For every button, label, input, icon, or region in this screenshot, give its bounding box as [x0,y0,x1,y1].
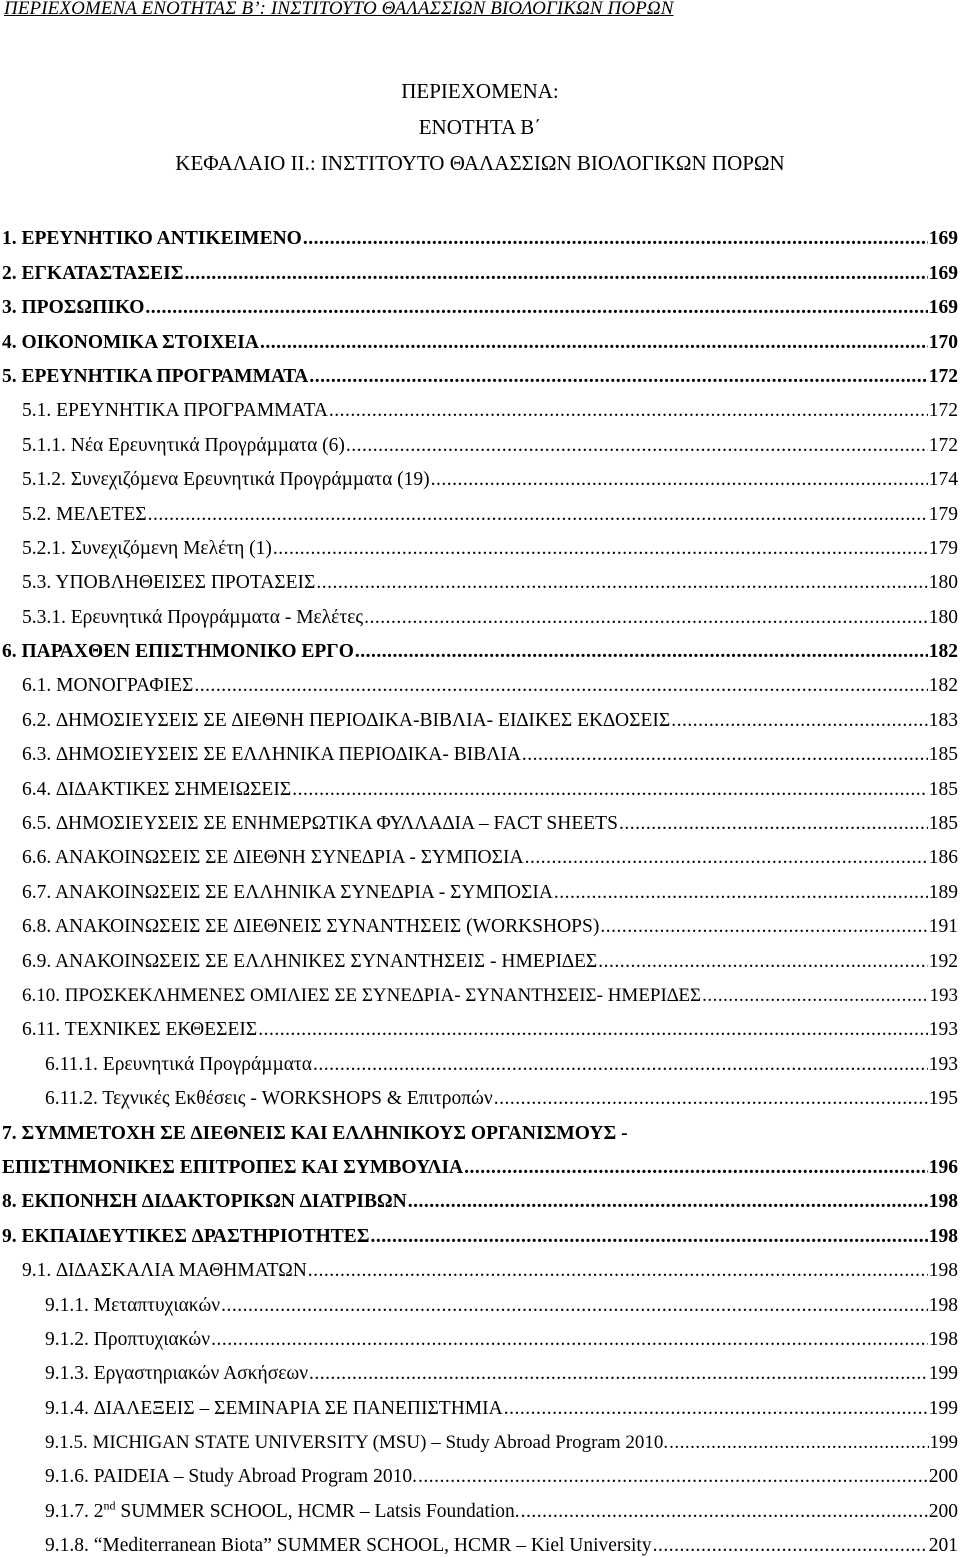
toc-entry[interactable] [0,1007,958,1041]
toc-entry[interactable] [0,1076,958,1110]
toc-entry[interactable] [0,1282,958,1316]
toc-entry-text: 5.1.2. Συνεχιζόµενα Ερευνητικά Προγράµµατα (19) [22,469,430,491]
toc-entry-page: 198 [928,1225,958,1247]
toc-entry-page: 185 [928,744,958,766]
toc-entry-page: 192 [928,950,958,972]
toc-entry-page: 179 [928,537,958,559]
toc-entry-text: 6.10. ΠΡΟΣΚΕΚΛΗΜΕΝΕΣ ΟΜΙΛΙΕΣ ΣΕ ΣΥΝΕ∆ΡΙΑ- ΣΥΝΑΝΤΗΣΕΙΣ- ΗΜΕΡΙ∆ΕΣ [22,984,702,1006]
toc-entry-page: 185 [928,813,958,835]
toc-entry[interactable] [0,732,958,766]
toc-entry-text: 9.1.7. 2nd SUMMER SCHOOL, HCMR – Latsis Foundation. [45,1498,520,1522]
toc-entry-page: 182 [928,641,958,663]
toc-entry-page: 193 [928,1019,958,1041]
toc-entry[interactable] [0,904,958,938]
toc-entry-text: 6.9. ΑΝΑΚΟΙΝΩΣΕΙΣ ΣΕ ΕΛΛΗΝΙΚΕΣ ΣΥΝΑΝΤΗΣΕΙΣ - ΗΜΕΡΙ∆ΕΣ [22,950,598,972]
toc-entry-page: 170 [928,331,958,353]
toc-entry-text: 6.7. ΑΝΑΚΟΙΝΩΣΕΙΣ ΣΕ ΕΛΛΗΝΙΚΑ ΣΥΝΕ∆ΡΙΑ - ΣΥΜΠΟΣΙΑ [22,881,553,903]
toc-entry-text: 5. ΕΡΕΥΝΗΤΙΚΑ ΠΡΟΓΡΑΜΜΑΤΑ [2,365,309,387]
toc-entry-text: 7. ΣΥΜΜΕΤΟΧΗ ΣΕ ∆ΙΕΘΝΕΙΣ ΚΑΙ ΕΛΛΗΝΙΚΟΥΣ ΟΡΓΑΝΙΣΜΟΥΣ - [2,1122,628,1144]
toc-entry-page: 198 [928,1328,958,1350]
toc-entry-text: 9.1.2. Προπτυχιακών [45,1328,211,1350]
toc-entry-page: 185 [928,778,958,800]
toc-entry-text: 5.3. ΥΠΟΒΛΗΘΕΙΣΕΣ ΠΡΟΤΑΣΕΙΣ [22,572,316,594]
toc-entry-page: 183 [928,709,958,731]
toc-entry-page: 196 [928,1156,958,1178]
toc-entry-text: 8. ΕΚΠΟΝΗΣΗ ∆Ι∆ΑΚΤΟΡΙΚΩΝ ∆ΙΑΤΡΙΒΩΝ [2,1191,407,1213]
toc-entry-text: 6.11.2. Τεχνικές Εκθέσεις - WORKSHOPS & Επιτροπών [45,1088,493,1110]
toc-entry-page: 172 [928,365,958,387]
toc-entry-text: 6. ΠΑΡΑΧΘΕΝ ΕΠΙΣΤΗΜΟΝΙΚΟ ΕΡΓΟ [2,641,354,663]
toc-entry-page: 172 [928,434,958,456]
toc-entry-text: 6.11. ΤΕΧΝΙΚΕΣ ΕΚΘΕΣΕΙΣ [22,1019,258,1041]
toc-entry[interactable] [0,1110,958,1144]
section-heading: ΕΝΟΤΗΤΑ Β΄ [418,115,542,139]
toc-entry-text: ΕΠΙΣΤΗΜΟΝΙΚΕΣ ΕΠΙΤΡΟΠΕΣ ΚΑΙ ΣΥΜΒΟΥΛΙΑ [2,1156,464,1178]
toc-entry[interactable] [0,938,958,972]
toc-entry-text: 9. ΕΚΠΑΙ∆ΕΥΤΙΚΕΣ ∆ΡΑΣΤΗΡΙΟΤΗΤΕΣ [2,1225,370,1247]
toc-entry[interactable] [0,1351,958,1385]
toc-entry-text: 9.1.8. “Mediterranean Biota” SUMMER SCHOOL, HCMR – Kiel University [45,1535,652,1557]
toc-entry[interactable] [0,1145,958,1179]
toc-entry-page: 199 [928,1363,958,1385]
toc-entry[interactable] [0,835,958,869]
toc-entry-text: 6.2. ∆ΗΜΟΣΙΕΥΣΕΙΣ ΣΕ ∆ΙΕΘΝΗ ΠΕΡΙΟ∆ΙΚΑ-ΒΙΒΛΙΑ- ΕΙ∆ΙΚΕΣ ΕΚ∆ΟΣΕΙΣ [22,709,671,731]
toc-entry[interactable] [0,766,958,800]
toc-entry-text: 9.1.6. PAIDEIA – Study Abroad Program 2010. [45,1466,417,1488]
toc-entry[interactable] [0,801,958,835]
toc-entry-page: 174 [928,469,958,491]
toc-entry-text: 1. ΕΡΕΥΝΗΤΙΚΟ ΑΝΤΙΚΕΙΜΕΝΟ [2,228,302,250]
toc-entry-page: 199 [929,1432,958,1454]
toc-entry[interactable] [0,216,958,250]
toc-entry-page: 195 [928,1088,958,1110]
toc-entry-text: 9.1.1. Μεταπτυχιακών [45,1294,221,1316]
toc-entry[interactable] [0,491,958,525]
toc-entry-text: 6.4. ∆Ι∆ΑΚΤΙΚΕΣ ΣΗΜΕΙΩΣΕΙΣ [22,778,292,800]
toc-entry-page: 201 [928,1535,958,1557]
toc-entry[interactable] [0,1248,958,1282]
toc-entry[interactable] [0,1041,958,1075]
toc-entry-page: 169 [928,228,958,250]
toc-entry[interactable] [0,1420,958,1454]
toc-entry-page: 193 [928,1053,958,1075]
toc-entry[interactable] [0,285,958,319]
toc-entry[interactable] [0,457,958,491]
toc-entry[interactable] [0,1179,958,1213]
toc-entry-page: 198 [928,1260,958,1282]
toc-entry[interactable] [0,1213,958,1247]
toc-entry-page: 186 [928,847,958,869]
title-block [0,73,960,181]
toc-entry[interactable] [0,1488,958,1522]
toc-entry[interactable] [0,354,958,388]
toc-entry-text: 6.8. ΑΝΑΚΟΙΝΩΣΕΙΣ ΣΕ ∆ΙΕΘΝΕΙΣ ΣΥΝΑΝΤΗΣΕΙΣ (WORKSHOPS) [22,916,600,938]
toc-entry-text: 6.11.1. Ερευνητικά Προγράµµατα [45,1053,312,1075]
toc-entry-text: 2. ΕΓΚΑΤΑΣΤΑΣΕΙΣ [2,262,184,284]
toc-entry-text: 6.6. ΑΝΑΚΟΙΝΩΣΕΙΣ ΣΕ ∆ΙΕΘΝΗ ΣΥΝΕ∆ΡΙΑ - ΣΥΜΠΟΣΙΑ [22,847,524,869]
toc-entry[interactable] [0,250,958,284]
toc-entry-text: 5.2. ΜΕΛΕΤΕΣ [22,503,147,525]
toc-entry[interactable] [0,319,958,353]
chapter-heading: ΚΕΦΑΛΑΙΟ ΙΙ.: ΙΝΣΤΙΤΟΥΤΟ ΘΑΛΑΣΣΙΩΝ ΒΙΟΛΟΓΙΚΩΝ ΠΟΡΩΝ [175,151,785,175]
toc-entry-text: 5.1. ΕΡΕΥΝΗΤΙΚΑ ΠΡΟΓΡΑΜΜΑΤΑ [22,400,328,422]
toc-entry[interactable] [0,869,958,903]
toc-entry-page: 200 [928,1466,958,1488]
toc-entry[interactable] [0,560,958,594]
table-of-contents [0,216,958,1557]
toc-entry-page: 191 [928,916,958,938]
toc-entry[interactable] [0,388,958,422]
toc-entry[interactable] [0,422,958,456]
toc-entry-page: 182 [928,675,958,697]
toc-entry-text: 6.1. ΜΟΝΟΓΡΑΦΙΕΣ [22,675,194,697]
toc-entry-text: 6.5. ∆ΗΜΟΣΙΕΥΣΕΙΣ ΣΕ ΕΝΗΜΕΡΩΤΙΚΑ ΦΥΛΛΑ∆ΙΑ – FACT SHEETS [22,813,618,835]
toc-entry[interactable] [0,1454,958,1488]
toc-entry-text: 9.1. ∆Ι∆ΑΣΚΑΛΙΑ ΜΑΘΗΜΑΤΩΝ [22,1260,307,1282]
toc-entry[interactable] [0,973,958,1007]
toc-entry-page: 199 [928,1397,958,1419]
toc-entry-page: 200 [928,1500,958,1522]
toc-entry-page: 180 [928,572,958,594]
toc-entry-text: 5.2.1. Συνεχιζόµενη Μελέτη (1) [22,537,272,559]
toc-entry[interactable] [0,663,958,697]
toc-entry[interactable] [0,1385,958,1419]
toc-entry-text: 9.1.3. Εργαστηριακών Ασκήσεων [45,1363,309,1385]
toc-entry-page: 169 [928,297,958,319]
toc-entry-page: 198 [928,1191,958,1213]
toc-entry[interactable] [0,1317,958,1351]
toc-entry-page: 198 [928,1294,958,1316]
toc-entry[interactable] [0,1523,958,1557]
toc-entry-page: 172 [928,400,958,422]
running-head: ΠΕΡΙΕΧΟΜΕΝΑ ΕΝΟΤΗΤΑΣ Β’: ΙΝΣΤΙΤΟΥΤΟ ΘΑΛΑΣΣΙΩΝ ΒΙΟΛΟΓΙΚΩΝ ΠΟΡΩΝ [4,0,674,19]
toc-entry[interactable] [0,629,958,663]
toc-entry-page: 189 [928,881,958,903]
toc-entry-page: 180 [928,606,958,628]
toc-entry-page: 169 [928,262,958,284]
contents-heading: ΠΕΡΙΕΧΟΜΕΝΑ: [401,79,559,103]
toc-entry-text: 9.1.5. MICHIGAN STATE UNIVERSITY (MSU) – Study Abroad Program 2010. [45,1432,669,1454]
toc-entry-text: 5.3.1. Ερευνητικά Προγράµµατα - Μελέτες [22,606,364,628]
toc-entry-text: 5.1.1. Νέα Ερευνητικά Προγράµµατα (6) [22,434,345,456]
toc-entry[interactable] [0,697,958,731]
toc-entry[interactable] [0,594,958,628]
toc-entry-text: 6.3. ∆ΗΜΟΣΙΕΥΣΕΙΣ ΣΕ ΕΛΛΗΝΙΚΑ ΠΕΡΙΟ∆ΙΚΑ- ΒΙΒΛΙΑ [22,744,521,766]
toc-entry-text: 4. ΟΙΚΟΝΟΜΙΚΑ ΣΤΟΙΧΕΙΑ [2,331,259,353]
toc-entry-text: 9.1.4. ∆ΙΑΛΕΞΕΙΣ – ΣΕΜΙΝΑΡΙΑ ΣΕ ΠΑΝΕΠΙΣΤΗΜΙΑ [45,1397,503,1419]
toc-entry-page: 179 [928,503,958,525]
toc-entry-text: 3. ΠΡΟΣΩΠΙΚΟ [2,297,145,319]
toc-entry-page: 193 [929,984,958,1006]
toc-entry[interactable] [0,526,958,560]
